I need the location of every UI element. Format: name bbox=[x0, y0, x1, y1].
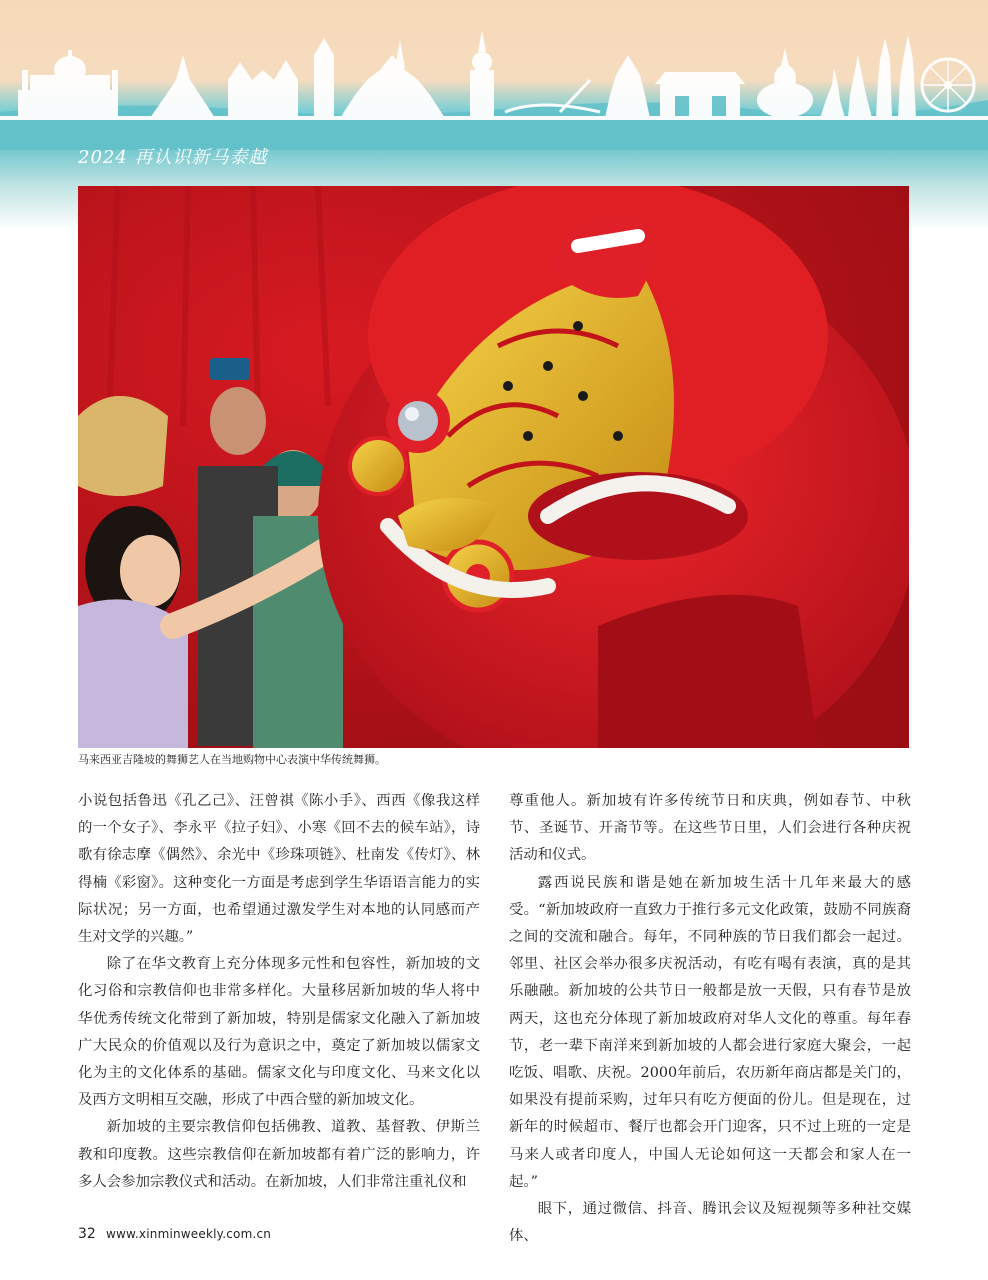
page-footer bbox=[78, 1226, 271, 1242]
photo-caption: 马来西亚吉隆坡的舞狮艺人在当地购物中心表演中华传统舞狮。 bbox=[78, 753, 386, 766]
lion-dance-photo bbox=[78, 186, 909, 748]
website-link[interactable]: www.xinminweekly.com.cn bbox=[105, 1227, 272, 1241]
paragraph: 新加坡的主要宗教信仰包括佛教、道教、基督教、伊斯兰教和印度教。这些宗教信仰在新加坡都有着广泛的影响力，许多人会参加宗教仪式和活动。在新加坡，人们非常注重礼仪和 bbox=[78, 1119, 480, 1190]
paragraph: 小说包括鲁迅《孔乙己》、汪曾祺《陈小手》、西西《像我这样的一个女子》、李永平《拉子妇》、小寒《回不去的候车站》，诗歌有徐志摩《偶然》、余光中《珍珠项链》、杜南发《传灯》、林得楠《彩窗》。这种变化一方面是考虑到学生华语语言能力的实际状况；另一方面，也希望通过激发学生对本地的认同感而产生对文学的兴趣。” bbox=[78, 793, 480, 946]
page-number: 32 bbox=[78, 1226, 96, 1242]
paragraph: 尊重他人。新加坡有许多传统节日和庆典，例如春节、中秋节、圣诞节、开斋节等。在这些节日里，人们会进行各种庆祝活动和仪式。 bbox=[509, 793, 911, 864]
series-title: 2024 再认识新马泰越 bbox=[78, 147, 268, 168]
article-column-right bbox=[509, 788, 911, 1250]
paragraph: 眼下，通过微信、抖音、腾讯会议及短视频等多种社交媒体、 bbox=[509, 1201, 911, 1245]
paragraph: 露西说民族和谐是她在新加坡生活十几年来最大的感受。“新加坡政府一直致力于推行多元文化政策，鼓励不同族裔之间的交流和融合。每年，不同种族的节日我们都会一起过。邻里、社区会举办很多庆祝活动，有吃有喝有表演，真的是其乐融融。新加坡的公共节日一般都是放一天假，只有春节是放两天，这也充分体现了新加坡政府对华人文化的尊重。每年春节，老一辈下南洋来到新加坡的人都会进行家庭大聚会，一起吃饭、唱歌、庆祝。2000年前后，农历新年商店都是关门的，如果没有提前采购，过年只有吃方便面的份儿。但是现在，过新年的时候超市、餐厅也都会开门迎客，只不过上班的一定是马来人或者印度人，中国人无论如何这一天都会和家人在一起。” bbox=[509, 874, 911, 1190]
paragraph: 除了在华文教育上充分体现多元性和包容性，新加坡的文化习俗和宗教信仰也非常多样化。大量移居新加坡的华人将中华优秀传统文化带到了新加坡，特别是儒家文化融入了新加坡广大民众的价值观以及行为意识之中，奠定了新加坡以儒家文化为主的文化体系的基础。儒家文化与印度文化、马来文化以及西方文明相互交融，形成了中西合璧的新加坡文化。 bbox=[78, 956, 480, 1109]
article-column-left bbox=[78, 788, 480, 1196]
